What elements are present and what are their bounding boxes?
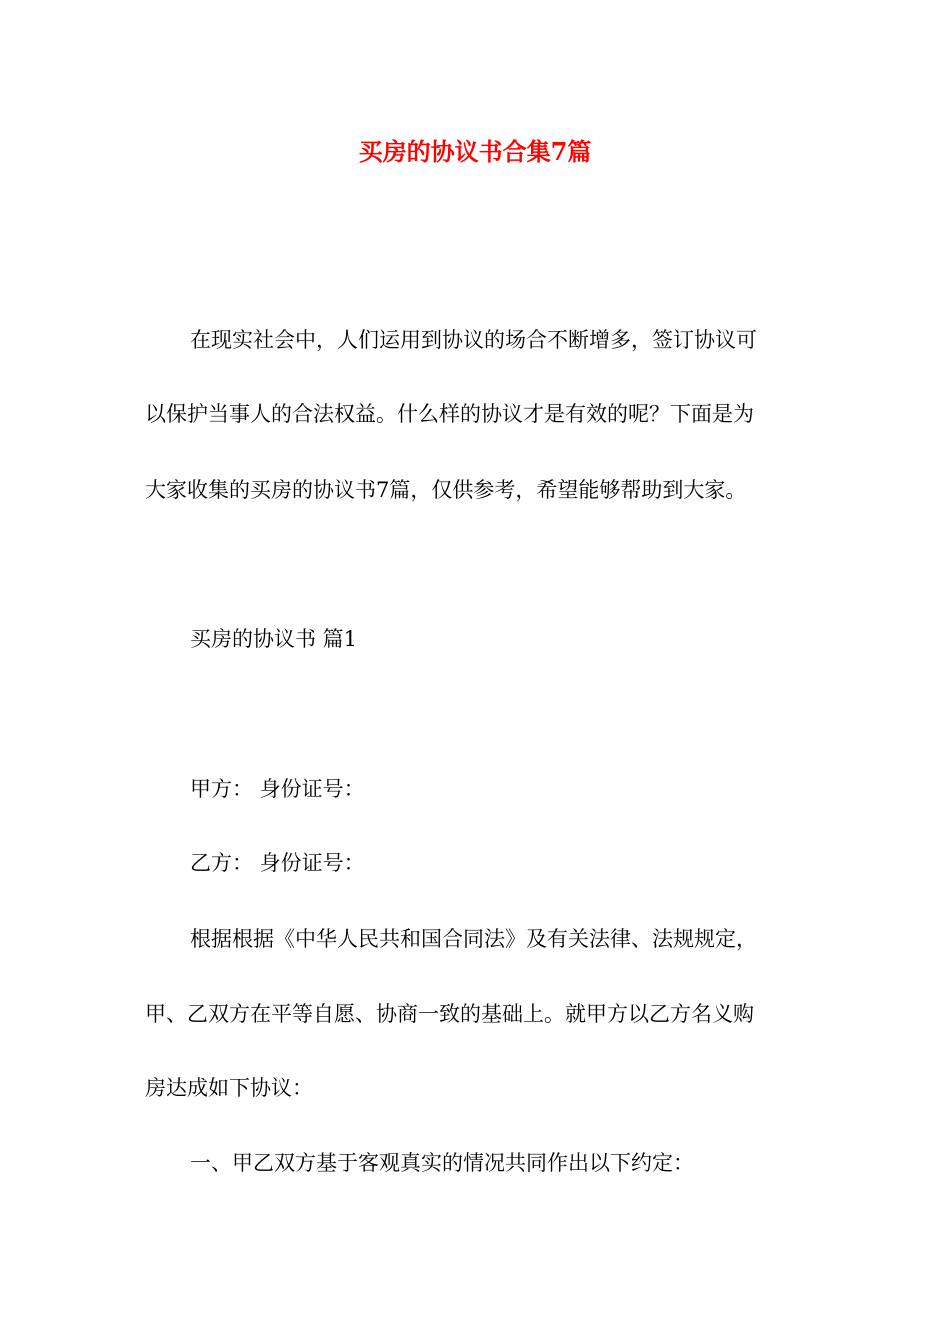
basis-line-3: 房达成如下协议： [145,1076,313,1100]
clause-1-line: 一、甲乙双方基于客观真实的情况共同作出以下约定： [190,1151,694,1175]
intro-line-1: 在现实社会中，人们运用到协议的场合不断增多，签订协议可 [190,328,757,352]
intro-line-3: 大家收集的买房的协议书7篇，仅供参考，希望能够帮助到大家。 [145,478,747,502]
intro-line-2: 以保护当事人的合法权益。什么样的协议才是有效的呢？下面是为 [145,402,754,426]
basis-line-1: 根据根据《中华人民共和国合同法》及有关法律、法规规定， [190,927,757,951]
party-a-line: 甲方： 身份证号： [190,777,365,801]
basis-line-2: 甲、乙双方在平等自愿、协商一致的基础上。就甲方以乙方名义购 [145,1002,754,1026]
section-heading: 买房的协议书 篇1 [190,627,358,651]
document-title: 买房的协议书合集7篇 [358,137,592,166]
party-b-line: 乙方： 身份证号： [190,851,365,875]
